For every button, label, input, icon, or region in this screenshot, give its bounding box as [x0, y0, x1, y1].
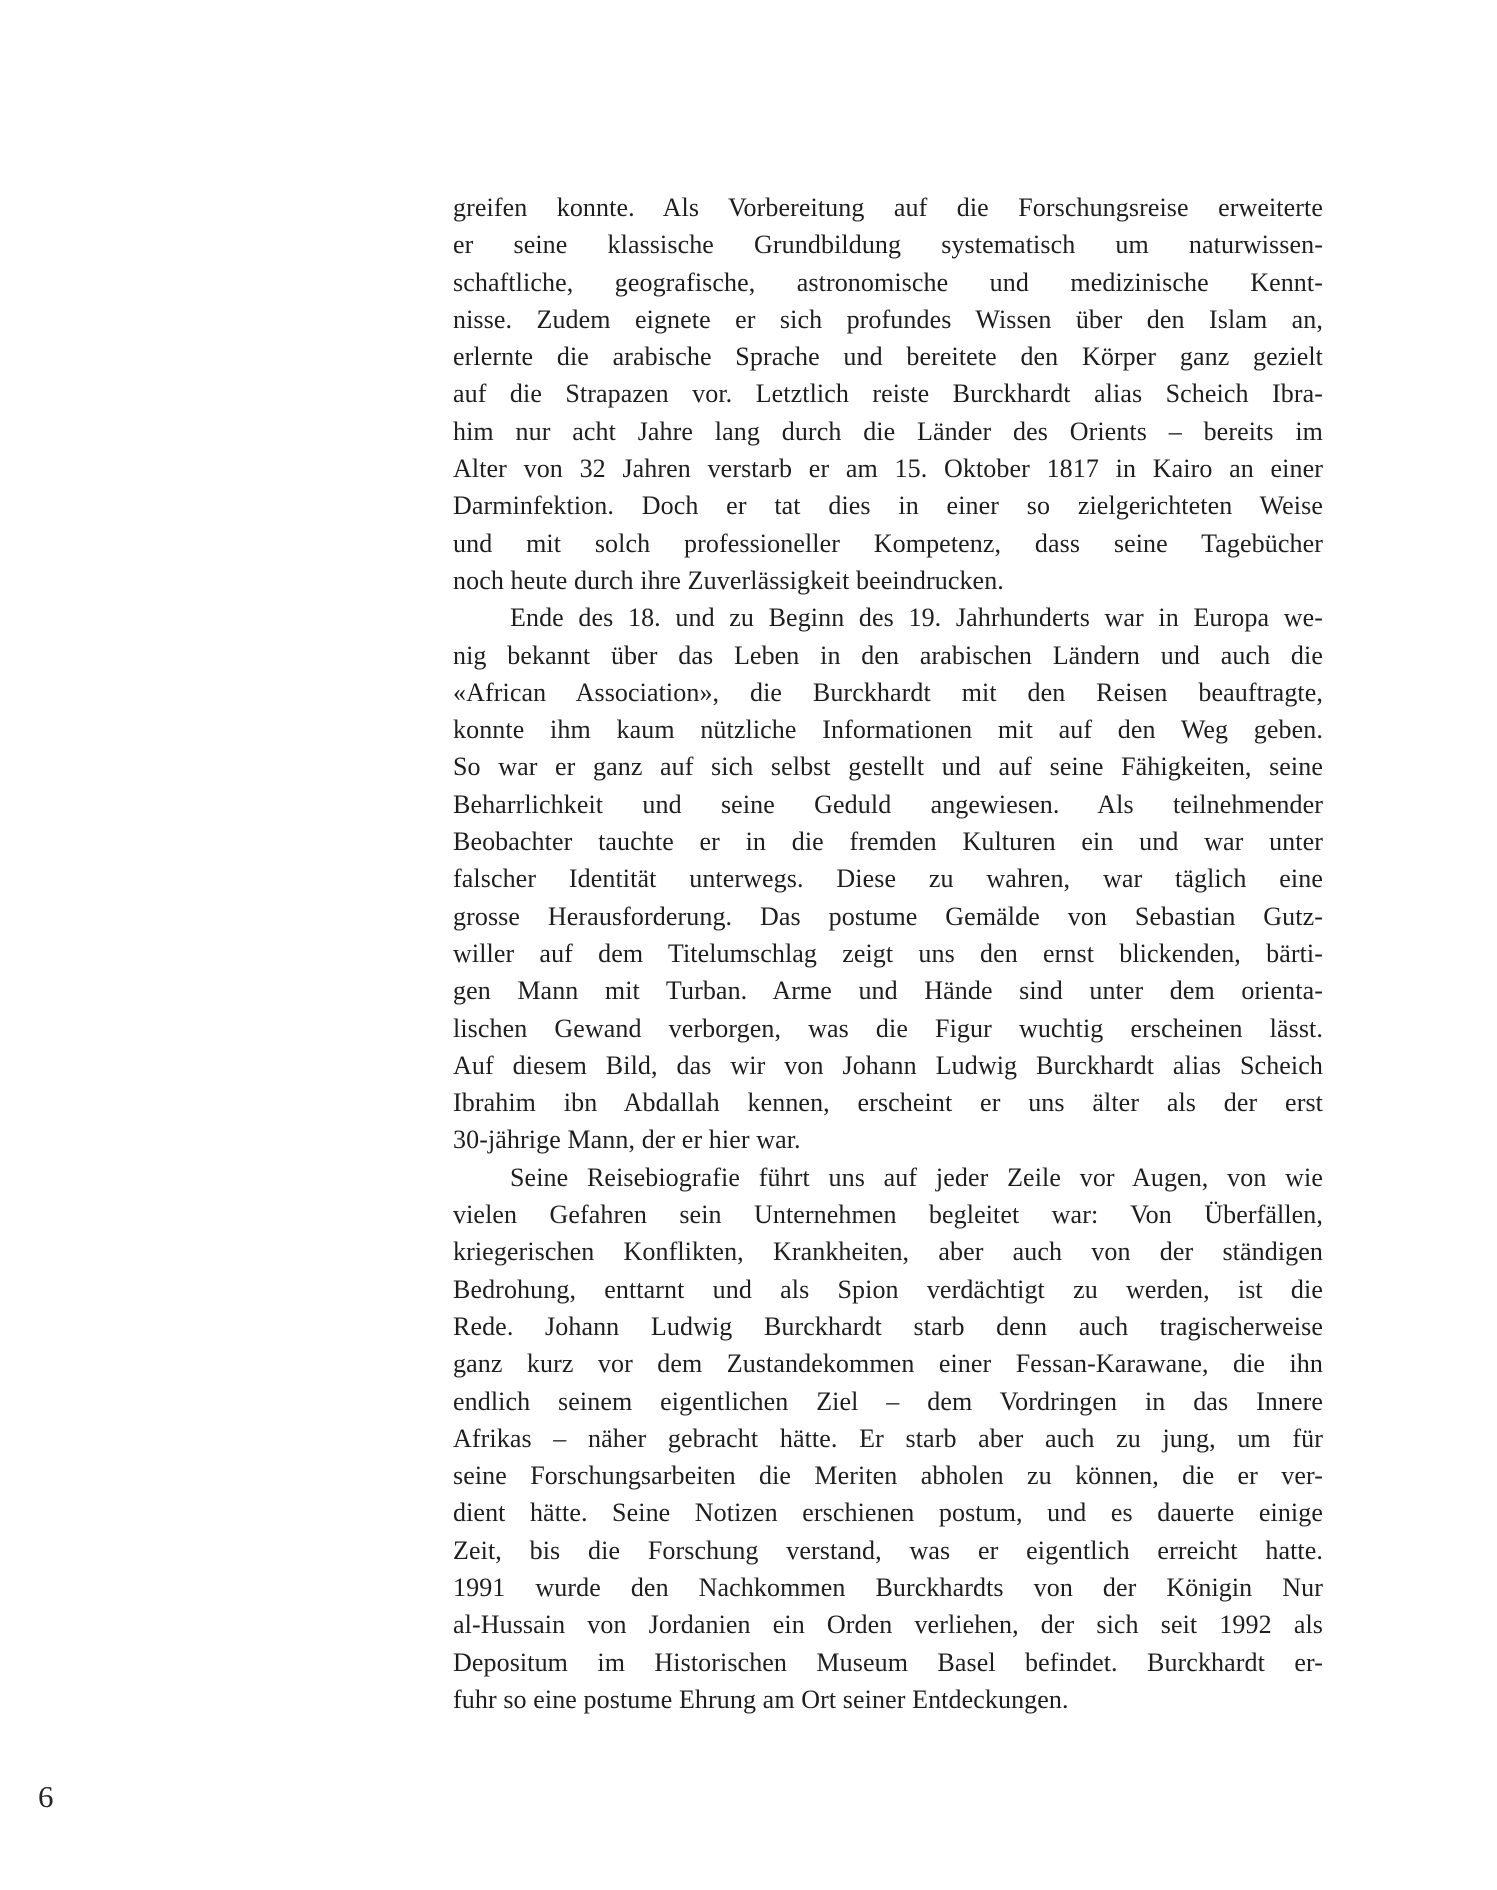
- text-line: und mit solch professioneller Kompetenz, dass seine Tagebücher: [453, 528, 1323, 558]
- body-text: [453, 189, 1323, 1718]
- text-line: konnte ihm kaum nützliche Informationen mit auf den Weg geben.: [453, 715, 1323, 745]
- text-line: Darminfektion. Doch er tat dies in einer so zielgerichteten Weise: [453, 491, 1323, 521]
- text-line: erlernte die arabische Sprache und bereitete den Körper ganz gezielt: [453, 342, 1323, 372]
- text-line: So war er ganz auf sich selbst gestellt und auf seine Fähigkeiten, seine: [453, 752, 1323, 782]
- text-line: auf die Strapazen vor. Letztlich reiste Burckhardt alias Scheich Ibra-: [453, 379, 1323, 409]
- paragraph: [453, 189, 1323, 599]
- text-line: falscher Identität unterwegs. Diese zu wahren, war täglich eine: [453, 864, 1323, 894]
- text-line: Zeit, bis die Forschung verstand, was er eigentlich erreicht hatte.: [453, 1535, 1323, 1565]
- text-line: Seine Reisebiografie führt uns auf jeder Zeile vor Augen, von wie: [510, 1162, 1323, 1192]
- text-line: vielen Gefahren sein Unternehmen begleitet war: Von Überfällen,: [453, 1200, 1323, 1230]
- text-line: grosse Herausforderung. Das postume Gemälde von Sebastian Gutz-: [453, 901, 1323, 931]
- text-line: Beharrlichkeit und seine Geduld angewiesen. Als teilnehmender: [453, 789, 1323, 819]
- text-line: schaftliche, geografische, astronomische und medizinische Kennt-: [453, 267, 1323, 297]
- text-line: al-Hussain von Jordanien ein Orden verliehen, der sich seit 1992 als: [453, 1610, 1323, 1640]
- text-line: endlich seinem eigentlichen Ziel – dem Vordringen in das Innere: [453, 1386, 1323, 1416]
- text-line: seine Forschungsarbeiten die Meriten abholen zu können, die er ver-: [453, 1461, 1323, 1491]
- text-line: greifen konnte. Als Vorbereitung auf die Forschungsreise erweiterte: [453, 193, 1323, 222]
- text-line: Ende des 18. und zu Beginn des 19. Jahrhunderts war in Europa we-: [510, 603, 1323, 633]
- text-line: Bedrohung, enttarnt und als Spion verdächtigt zu werden, ist die: [453, 1274, 1323, 1304]
- text-line: nig bekannt über das Leben in den arabischen Ländern und auch die: [453, 640, 1323, 670]
- text-line: gen Mann mit Turban. Arme und Hände sind unter dem orienta-: [453, 976, 1323, 1006]
- text-line: him nur acht Jahre lang durch die Länder des Orients – bereits im: [453, 416, 1323, 446]
- text-line: Auf diesem Bild, das wir von Johann Ludwig Burckhardt alias Scheich: [453, 1050, 1323, 1080]
- text-line: noch heute durch ihre Zuverlässigkeit beeindrucken.: [453, 565, 1004, 595]
- text-line: fuhr so eine postume Ehrung am Ort seiner Entdeckungen.: [453, 1684, 1069, 1714]
- text-line: kriegerischen Konflikten, Krankheiten, aber auch von der ständigen: [453, 1237, 1323, 1267]
- text-line: ganz kurz vor dem Zustandekommen einer Fessan-Karawane, die ihn: [453, 1349, 1323, 1379]
- text-line: nisse. Zudem eignete er sich profundes Wissen über den Islam an,: [453, 304, 1323, 334]
- paragraph: [453, 1159, 1323, 1718]
- text-line: er seine klassische Grundbildung systematisch um naturwissen-: [453, 230, 1323, 260]
- text-line: Beobachter tauchte er in die fremden Kulturen ein und war unter: [453, 827, 1323, 857]
- text-line: 30-jährige Mann, der er hier war.: [453, 1125, 801, 1155]
- page-number: 6: [38, 1779, 54, 1814]
- text-line: Rede. Johann Ludwig Burckhardt starb denn auch tragischerweise: [453, 1311, 1323, 1341]
- text-line: Ibrahim ibn Abdallah kennen, erscheint er uns älter als der erst: [453, 1088, 1323, 1118]
- text-line: Alter von 32 Jahren verstarb er am 15. Oktober 1817 in Kairo an einer: [453, 454, 1323, 484]
- text-line: willer auf dem Titelumschlag zeigt uns den ernst blickenden, bärti-: [453, 938, 1323, 968]
- text-line: lischen Gewand verborgen, was die Figur wuchtig erscheinen lässt.: [453, 1013, 1323, 1043]
- paragraph: [453, 599, 1323, 1158]
- text-line: dient hätte. Seine Notizen erschienen postum, und es dauerte einige: [453, 1498, 1323, 1528]
- text-line: Depositum im Historischen Museum Basel befindet. Burckhardt er-: [453, 1647, 1323, 1677]
- text-line: «African Association», die Burckhardt mit den Reisen beauftragte,: [453, 677, 1323, 707]
- text-line: Afrikas – näher gebracht hätte. Er starb aber auch zu jung, um für: [453, 1423, 1323, 1453]
- text-line: 1991 wurde den Nachkommen Burckhardts von der Königin Nur: [453, 1572, 1323, 1602]
